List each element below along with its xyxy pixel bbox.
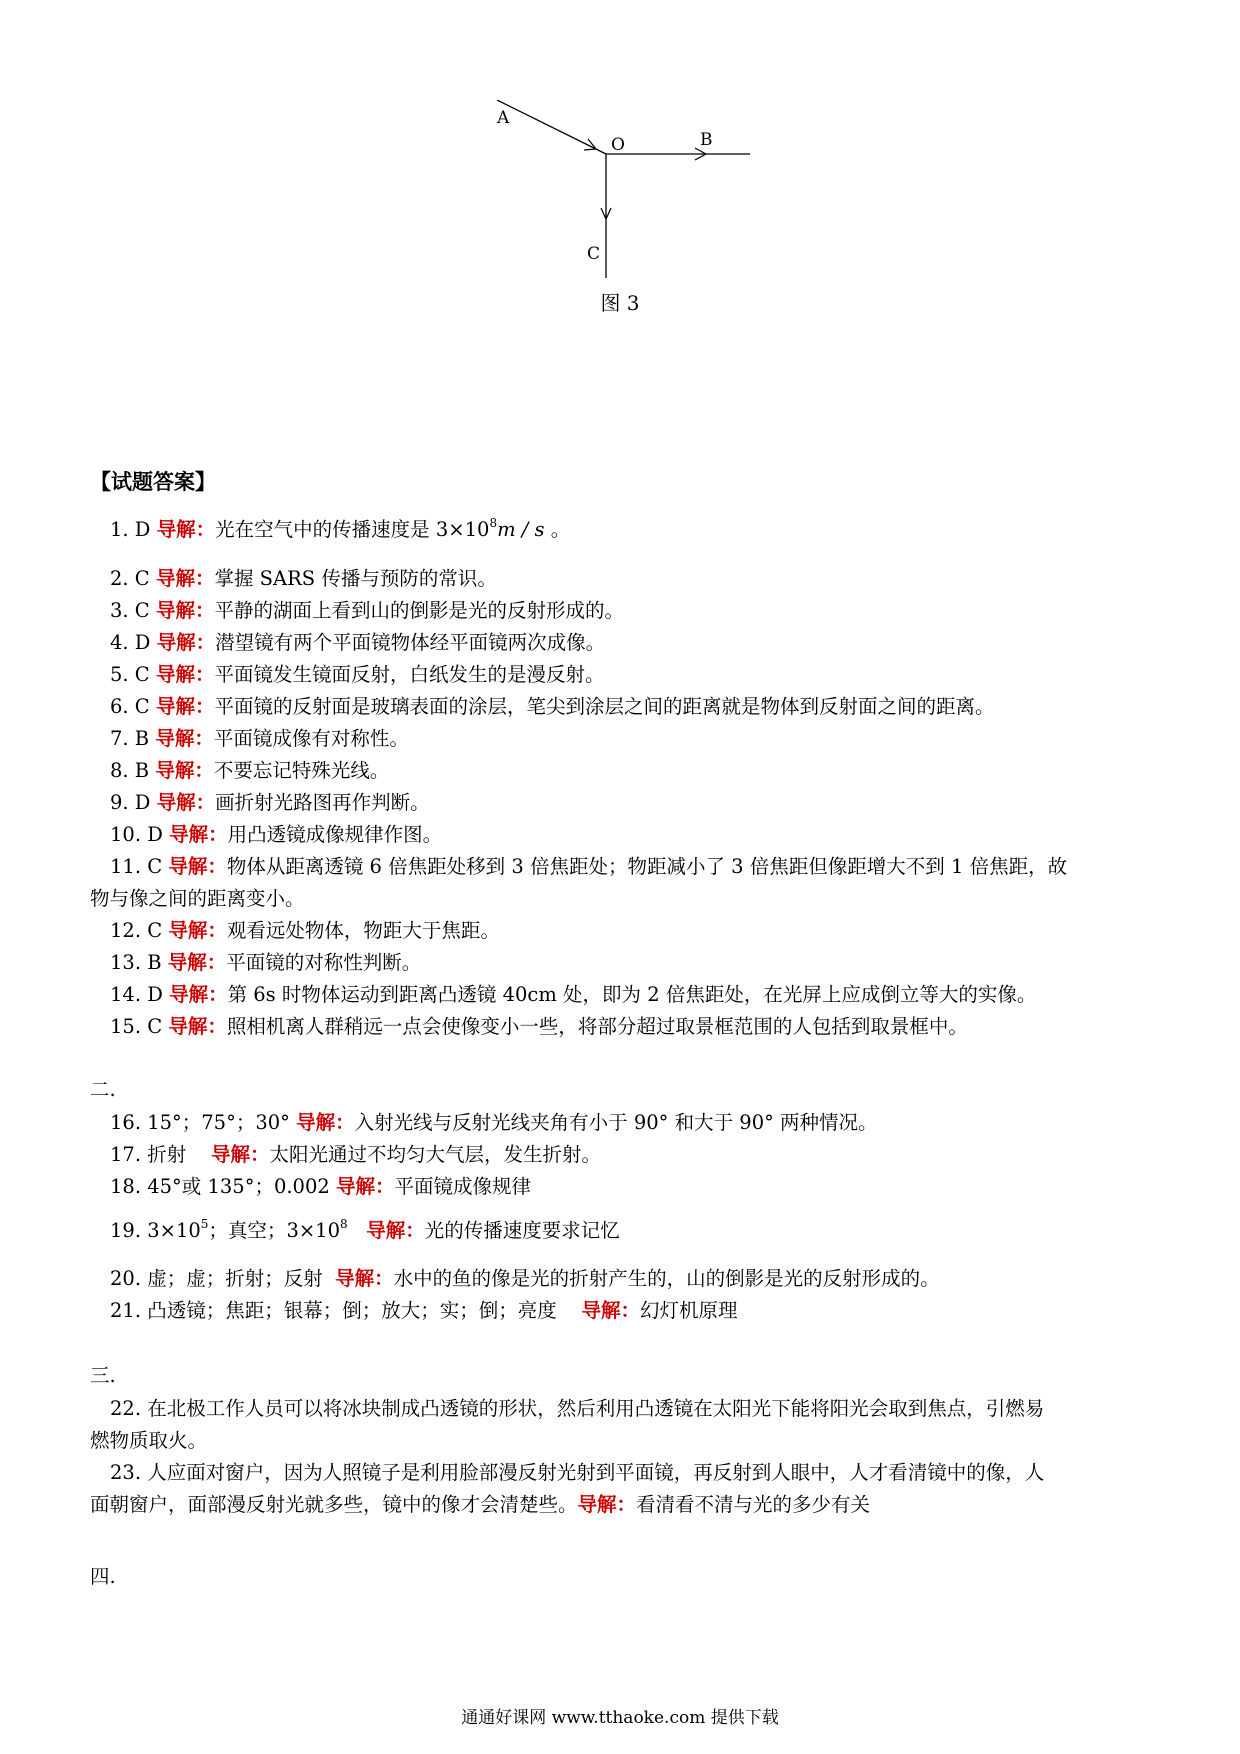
label-b: B	[700, 130, 713, 150]
answer-7	[0, 726, 1240, 752]
hint-label: 导解：	[155, 759, 214, 782]
answer-num: 9. D	[110, 791, 151, 814]
answer-2	[0, 566, 1240, 592]
unit: m / s	[497, 518, 545, 541]
answer-mid: ；真空；	[208, 1219, 287, 1242]
answer-text: 用凸透镜成像规律作图。	[227, 823, 443, 846]
answer-lead: 19.	[110, 1219, 148, 1242]
hint-label: 导解：	[335, 1175, 395, 1198]
answers-heading: 【试题答案】	[90, 469, 216, 494]
hint-label: 导解：	[168, 919, 227, 942]
answer-lead: 16. 15°；75°；30°	[110, 1111, 290, 1134]
exponent: 8	[489, 516, 498, 530]
answer-text: 幻灯机原理	[640, 1299, 738, 1322]
answer-text-end: 。	[544, 518, 571, 541]
hint-label: 导解：	[168, 1015, 227, 1038]
hint-label: 导解：	[169, 983, 228, 1006]
hint-label: 导解：	[335, 1267, 394, 1290]
hint-label: 导解：	[581, 1299, 641, 1322]
exponent: 8	[340, 1217, 348, 1231]
answer-text: 面朝窗户，面部漫反射光就多些，镜中的像才会清楚些。	[90, 1493, 578, 1516]
answer-8	[0, 758, 1240, 784]
answer-18	[0, 1174, 1240, 1200]
answer-22: 22. 在北极工作人员可以将冰块制成凸透镜的形状，然后利用凸透镜在太阳光下能将阳光会取到焦点，引燃易	[110, 1397, 1045, 1420]
answer-1	[0, 517, 1240, 543]
answer-lead: 20. 虚；虚；折射；反射	[110, 1267, 323, 1290]
answer-num: 8. B	[110, 759, 150, 782]
answer-21	[0, 1298, 1240, 1324]
answer-text: 水中的鱼的像是光的折射产生的，山的倒影是光的反射形成的。	[393, 1267, 940, 1290]
answer-num: 13. B	[110, 951, 162, 974]
answer-16	[0, 1110, 1240, 1136]
answer-4	[0, 630, 1240, 656]
answer-num: 11. C	[110, 855, 163, 878]
answer-text: 照相机离人群稍远一点会使像变小一些，将部分超过取景框范围的人包括到取景框中。	[226, 1015, 968, 1038]
hint-label: 导解：	[167, 951, 227, 974]
answer-num: 15. C	[110, 1015, 163, 1038]
answer-23-cont	[0, 1492, 1240, 1518]
hint-label: 导解：	[155, 695, 215, 718]
hint-label: 导解：	[155, 663, 215, 686]
answer-num: 10. D	[110, 823, 163, 846]
label-c: C	[587, 244, 601, 264]
hint-label: 导解：	[169, 823, 228, 846]
answer-num: 3. C	[110, 599, 150, 622]
answer-text: 平面镜发生镜面反射，白纸发生的是漫反射。	[214, 663, 605, 686]
answer-13	[0, 950, 1240, 976]
section-3-label: 三.	[90, 1364, 116, 1387]
section-4-label: 四.	[90, 1565, 116, 1588]
answer-num: 5. C	[110, 663, 150, 686]
answer-text: 潜望镜有两个平面镜物体经平面镜两次成像。	[215, 631, 606, 654]
answer-num: 6. C	[110, 695, 150, 718]
value: 3×10	[286, 1219, 340, 1242]
label-a: A	[497, 108, 510, 128]
answer-lead: 18. 45°或 135°；0.002	[110, 1175, 330, 1198]
hint-label: 导解：	[155, 567, 215, 590]
answer-text: 不要忘记特殊光线。	[213, 759, 390, 782]
answer-14	[0, 982, 1240, 1008]
exponent: 5	[200, 1217, 209, 1231]
answer-num: 7. B	[110, 727, 150, 750]
hint-label: 导解：	[366, 1219, 425, 1242]
answer-text: 观看远处物体，物距大于焦距。	[226, 919, 500, 942]
answer-text: 平静的湖面上看到山的倒影是光的反射形成的。	[214, 599, 624, 622]
answer-3	[0, 598, 1240, 624]
answer-num: 1. D	[110, 518, 151, 541]
answer-17	[0, 1142, 1240, 1168]
answer-12	[0, 918, 1240, 944]
answer-text: 平面镜的反射面是玻璃表面的涂层，笔尖到涂层之间的距离就是物体到反射面之间的距离。	[214, 695, 995, 718]
hint-label: 导解：	[577, 1493, 637, 1516]
ray-diagram-svg	[470, 100, 770, 300]
section-2-label: 二.	[90, 1078, 116, 1101]
hint-label: 导解：	[156, 518, 216, 541]
answer-text: 物体从距离透镜 6 倍焦距处移到 3 倍焦距处；物距减小了 3 倍焦距但像距增大不到 1 倍焦距，故	[226, 855, 1068, 878]
answer-text: 太阳光通过不均匀大气层，发生折射。	[269, 1143, 602, 1166]
answer-text: 平面镜成像有对称性。	[213, 727, 409, 750]
hint-label: 导解：	[156, 631, 216, 654]
answer-hint-text: 看清看不清与光的多少有关	[636, 1493, 871, 1516]
answer-text: 平面镜的对称性判断。	[226, 951, 422, 974]
label-o: O	[611, 135, 625, 155]
answer-lead: 17. 折射	[110, 1143, 187, 1166]
hint-label: 导解：	[156, 791, 216, 814]
answer-23: 23. 人应面对窗户，因为人照镜子是利用脸部漫反射光射到平面镜，再反射到人眼中，人才看清镜中的像，人	[110, 1461, 1045, 1484]
answer-text: 光在空气中的传播速度是 3×10	[215, 518, 490, 541]
answer-11-cont: 物与像之间的距离变小。	[90, 887, 305, 910]
incident-ray-ao	[497, 100, 606, 154]
answer-num: 4. D	[110, 631, 151, 654]
value: 3×10	[147, 1219, 201, 1242]
answer-lead: 21. 凸透镜；焦距；银幕；倒；放大；实；倒；亮度	[110, 1299, 557, 1322]
answer-11	[0, 854, 1240, 880]
answer-text: 光的传播速度要求记忆	[424, 1219, 620, 1242]
page-footer: 通通好课网 www.tthaoke.com 提供下载	[461, 1708, 779, 1728]
answer-22-cont: 燃物质取火。	[90, 1429, 208, 1452]
answer-10	[0, 822, 1240, 848]
answer-num: 14. D	[110, 983, 163, 1006]
answer-text: 第 6s 时物体运动到距离凸透镜 40cm 处，即为 2 倍焦距处，在光屏上应成倒立等大的实像。	[227, 983, 1037, 1006]
answer-5	[0, 662, 1240, 688]
answer-text: 画折射光路图再作判断。	[215, 791, 430, 814]
answer-text: 平面镜成像规律	[394, 1175, 531, 1198]
answer-9	[0, 790, 1240, 816]
hint-label: 导解：	[211, 1143, 270, 1166]
answer-text: 入射光线与反射光线夹角有小于 90° 和大于 90° 两种情况。	[354, 1111, 878, 1134]
answer-6	[0, 694, 1240, 720]
answer-15	[0, 1014, 1240, 1040]
figure-caption: 图 3	[600, 291, 640, 315]
answer-20	[0, 1266, 1240, 1292]
hint-label: 导解：	[168, 855, 227, 878]
answer-num: 12. C	[110, 919, 163, 942]
answer-19	[0, 1218, 1240, 1244]
answer-num: 2. C	[110, 567, 150, 590]
hint-label: 导解：	[155, 599, 215, 622]
hint-label: 导解：	[155, 727, 214, 750]
hint-label: 导解：	[296, 1111, 355, 1134]
answer-text: 掌握 SARS 传播与预防的常识。	[214, 567, 497, 590]
figure-3-diagram	[470, 100, 770, 300]
